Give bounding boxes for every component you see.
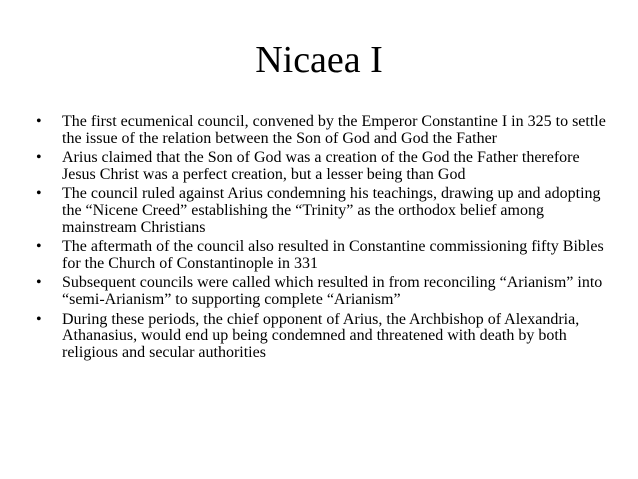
bullet-text: Subsequent councils were called which resulted in from reconciling “Arianism” into “semi-Arianism” to supporting complete “Arianism” xyxy=(62,274,603,308)
bullet-text: The first ecumenical council, convened by the Emperor Constantine I in 325 to settle the issue of the relation between the Son of God and God the Father xyxy=(62,113,606,147)
bullet-item xyxy=(36,312,606,362)
slide-title: Nicaea I xyxy=(255,39,383,81)
bullet-icon: • xyxy=(36,274,42,292)
bullet-icon: • xyxy=(36,149,42,167)
bullet-text: The aftermath of the council also resulted in Constantine commissioning fifty Bibles for the Church of Constantinople in 331 xyxy=(62,238,604,272)
bullet-icon: • xyxy=(36,185,42,203)
bullet-text: The council ruled against Arius condemning his teachings, drawing up and adopting the “Nicene Creed” establishing the “Trinity” as the orthodox belief among mainstream Christians xyxy=(62,185,601,236)
bullet-item xyxy=(36,186,606,236)
bullet-icon: • xyxy=(36,310,42,328)
bullet-item xyxy=(36,239,606,272)
bullet-item xyxy=(36,114,606,147)
bullet-icon: • xyxy=(36,113,42,130)
bullet-item xyxy=(36,275,606,308)
bullet-list xyxy=(36,114,606,364)
bullet-text: Arius claimed that the Son of God was a creation of the God the Father therefore Jesus Christ was a perfect creation, but a lesser being than God xyxy=(62,149,580,183)
bullet-icon: • xyxy=(36,238,42,256)
bullet-text: During these periods, the chief opponent of Arius, the Archbishop of Alexandria, Athanasius, would end up being condemned and threatened with death by both religious and secular authorities xyxy=(62,310,580,361)
bullet-item xyxy=(36,150,606,183)
